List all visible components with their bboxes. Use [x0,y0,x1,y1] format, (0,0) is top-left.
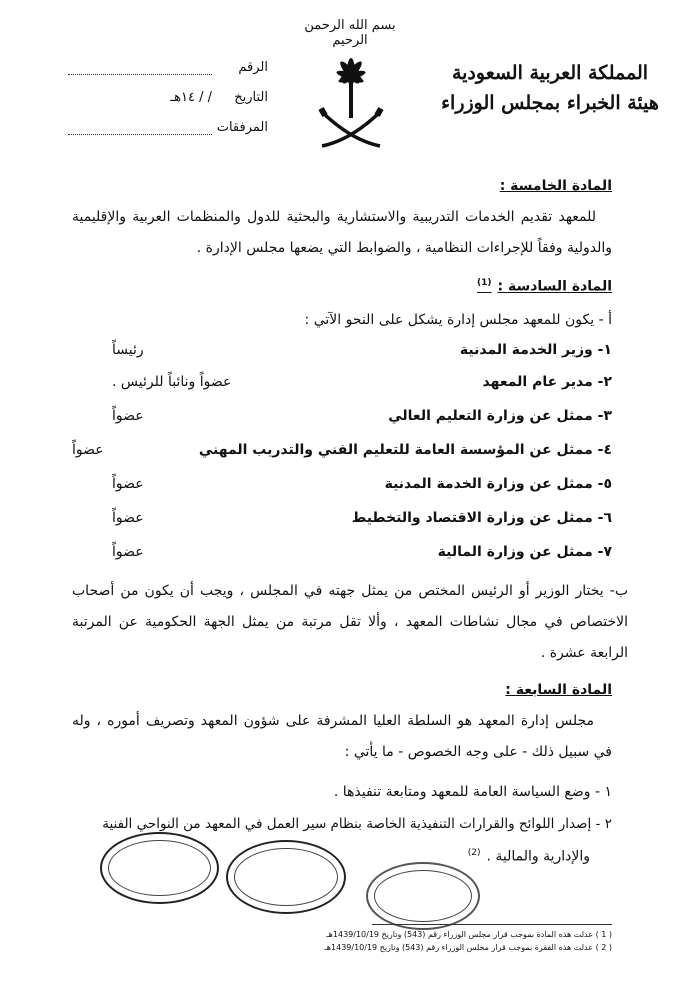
official-seal [366,862,480,930]
date-value: / / ١٤هـ [170,89,212,105]
board-member [72,408,612,438]
board-member [72,544,612,574]
saudi-emblem-icon [316,50,386,150]
member-name: ٢- مدير عام المعهد [482,374,612,390]
board-member [72,342,612,372]
member-name: ٦- ممثل عن وزارة الاقتصاد والتخطيط [351,510,612,526]
member-name: ٤- ممثل عن المؤسسة العامة للتعليم الفني والتدريب المهني [198,442,612,458]
article5-heading: المادة الخامسة : [499,178,612,194]
reference-field [68,60,212,75]
article7-item1: ١ - وضع السياسة العامة للمعهد ومتابعة تنفيذها . [333,784,612,800]
article7-text: مجلس إدارة المعهد هو السلطة العليا المشرفة على شؤون المعهد وتصريف أموره ، وله في سبيل ذلك - على وجه الخصوص - ما يأتي : [72,713,612,760]
member-role: عضواً [112,544,144,560]
board-member [72,476,612,506]
footnote-ref-1: (1) [476,278,492,288]
member-name: ٣- ممثل عن وزارة التعليم العالي [388,408,612,424]
article7-heading: المادة السابعة : [505,682,612,698]
article7-item2-line2-text: والإدارية والمالية . [486,848,590,865]
footnote-2: ( 2 ) عدلت هذه الفقرة بموجب قرار مجلس الوزراء رقم (543) وتاريخ 1439/10/19هـ [324,943,612,952]
date-row [68,82,268,112]
org-authority: هيئة الخبراء بمجلس الوزراء [441,92,659,114]
article7-item2-line2 [468,848,590,865]
basmala: بسم الله الرحمن الرحيم [304,18,396,48]
attachments-label: المرفقات [216,119,268,135]
article6-heading-text: المادة السادسة : [497,278,612,295]
letter-metadata [68,52,268,142]
footnote-1: ( 1 ) عدلت هذه المادة بموجب قرار مجلس الوزراء رقم (543) وتاريخ 1439/10/19هـ [326,930,612,939]
official-seal [226,840,346,914]
member-role: عضواً [72,442,104,458]
date-label: التاريخ [234,89,268,105]
attachments-row [68,112,268,142]
article5-text: للمعهد تقديم الخدمات التدريبية والاستشارية والبحثية للدول والمنظمات العربية والإقليمية والدولية وفقاً للإجراءات النظامية ، والضوابط التي يضعها مجلس الإدارة . [72,209,612,256]
member-role: عضواً [112,510,144,526]
member-name: ١- وزير الخدمة المدنية [459,342,612,358]
member-role: رئيساً [112,342,144,358]
member-role: عضواً [112,408,144,424]
org-country: المملكة العربية السعودية [451,62,649,84]
member-name: ٥- ممثل عن وزارة الخدمة المدنية [384,476,612,492]
footnote-divider [372,924,612,925]
footnote-ref-2: (2) [467,848,481,858]
organization-name [430,58,670,118]
attachments-field [68,120,212,135]
article6-heading [477,278,612,295]
board-member [72,442,612,472]
article6-intro: أ - يكون للمعهد مجلس إدارة يشكل على النحو الآتي : [304,312,612,328]
member-role: عضواً [112,476,144,492]
board-member [72,374,612,404]
official-seal [100,832,219,904]
member-name: ٧- ممثل عن وزارة المالية [437,544,612,560]
board-member [72,510,612,540]
article7-item2-line1: ٢ - إصدار اللوائح والقرارات التنفيذية الخاصة بنظام سير العمل في المعهد من النواحي الفنية [102,816,612,832]
article6-clause-b: ب- يختار الوزير أو الرئيس المختص من يمثل جهته في المجلس ، ويجب أن يكون من أصحاب الاختصاص في مجال نشاطات المعهد ، وألا تقل مرتبة من يمثل الجهة الحكومية عن المرتبة الرابعة عشرة . [72,583,628,661]
footnotes [282,928,612,954]
reference-row [68,52,268,82]
member-role: عضواً ونائباً للرئيس . [112,374,232,390]
reference-label: الرقم [238,59,268,75]
